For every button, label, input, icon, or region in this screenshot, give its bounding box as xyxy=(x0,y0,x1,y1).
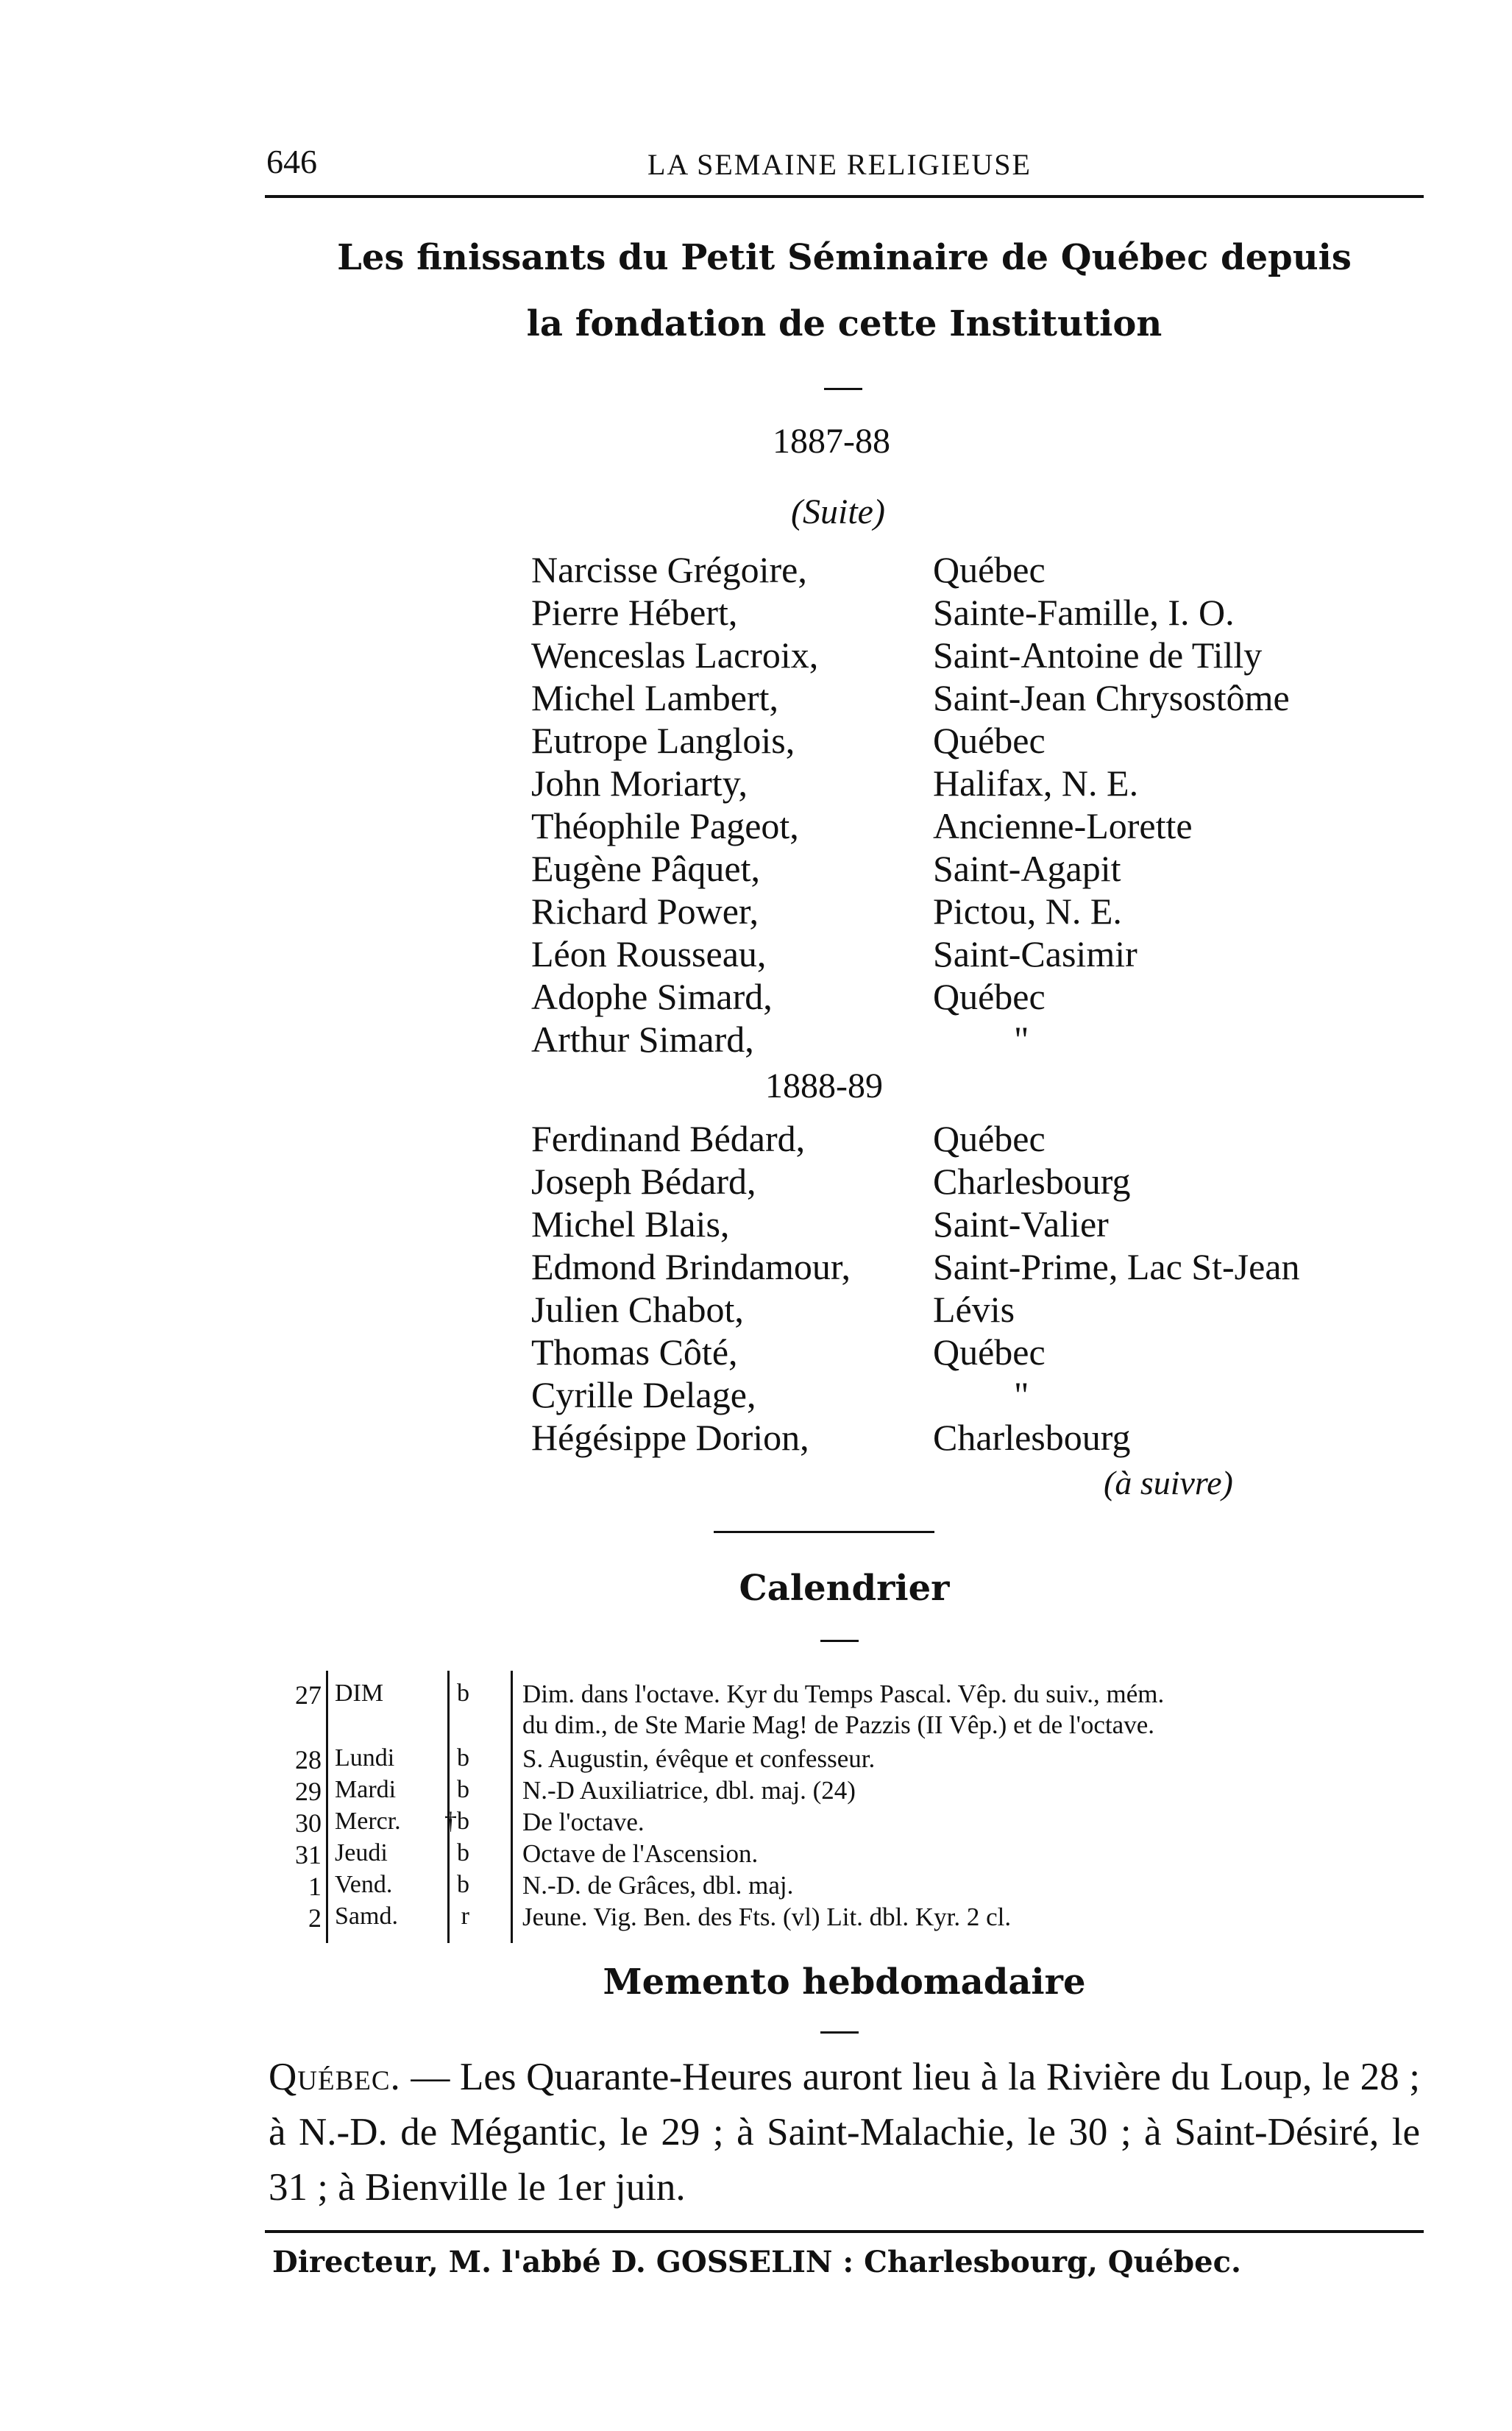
student-name: Richard Power, xyxy=(531,891,759,932)
student-place: Charlesbourg xyxy=(933,1417,1131,1458)
calendar-day: 1 xyxy=(308,1872,322,1901)
calendar-entry-line: du dim., de Ste Marie Mag! de Pazzis (II Vêp.) et de l'octave. xyxy=(522,1710,1154,1739)
article-title-line-2: la fondation de cette Institution xyxy=(526,303,1163,344)
memento-lead: Québec. xyxy=(269,2056,401,2098)
calendar-divider-3 xyxy=(511,1671,513,1943)
student-name: Ferdinand Bédard, xyxy=(531,1118,806,1159)
student-name: Arthur Simard, xyxy=(531,1019,754,1060)
calendar-color: †b xyxy=(444,1808,469,1835)
calendar-color: b xyxy=(457,1680,469,1707)
calendar-weekday: DIM xyxy=(335,1680,384,1707)
calendar-weekday: Samd. xyxy=(335,1903,398,1930)
calendar-color: r xyxy=(461,1903,469,1930)
calendar-day: 29 xyxy=(295,1777,322,1806)
student-name: Hégésippe Dorion, xyxy=(531,1417,809,1458)
student-place: Saint-Jean Chrysostôme xyxy=(933,677,1290,718)
calendar-day: 28 xyxy=(295,1745,322,1774)
memento-dash xyxy=(820,2031,859,2034)
calendar-entry-line: Dim. dans l'octave. Kyr du Temps Pascal. Vêp. du suiv., mém. xyxy=(522,1680,1165,1708)
footer: Directeur, M. l'abbé D. GOSSELIN : Charlesbourg, Québec. xyxy=(272,2245,1241,2279)
student-name: Cyrille Delage, xyxy=(531,1374,756,1415)
memento-heading: Memento hebdomadaire xyxy=(603,1961,1086,2003)
footer-rule xyxy=(265,2230,1424,2233)
student-place: " xyxy=(1014,1374,1029,1415)
calendar-entry-line: Octave de l'Ascension. xyxy=(522,1839,759,1868)
student-place: Québec xyxy=(933,549,1046,590)
continue-note: (à suivre) xyxy=(1104,1464,1233,1501)
calendar-weekday: Mercr. xyxy=(335,1808,401,1835)
student-place: Halifax, N. E. xyxy=(933,762,1139,804)
student-name: Michel Lambert, xyxy=(531,677,778,718)
student-name: Michel Blais, xyxy=(531,1203,730,1245)
student-name: Joseph Bédard, xyxy=(531,1161,756,1202)
memento-text: — Les Quarante-Heures auront lieu à la Rivière du Loup, le 28 ; à N.-D. de Mégantic, le 29 ; à Saint-Malachie, le 30 ; à Saint-Désiré, le 31 ; à Bienville le 1er juin. xyxy=(269,2056,1420,2209)
calendar-color: b xyxy=(457,1776,469,1803)
article-title-line-1: Les finissants du Petit Séminaire de Québec depuis xyxy=(337,237,1352,278)
calendar-heading: Calendrier xyxy=(739,1568,950,1609)
student-place: " xyxy=(1014,1019,1029,1060)
calendar-entry-line: Jeune. Vig. Ben. des Fts. (vl) Lit. dbl. Kyr. 2 cl. xyxy=(522,1903,1012,1931)
calendar-weekday: Vend. xyxy=(335,1871,393,1898)
student-place: Sainte-Famille, I. O. xyxy=(933,592,1235,633)
student-place: Saint-Antoine de Tilly xyxy=(933,634,1263,676)
student-name: Eutrope Langlois, xyxy=(531,720,795,761)
calendar-weekday: Jeudi xyxy=(335,1839,388,1866)
calendar-color: b xyxy=(457,1871,469,1898)
student-name: Théophile Pageot, xyxy=(531,805,799,846)
student-place: Québec xyxy=(933,1331,1046,1373)
suite-note: (Suite) xyxy=(791,492,885,531)
calendar-entry-line: N.-D. de Grâces, dbl. maj. xyxy=(522,1871,794,1900)
calendar-weekday: Lundi xyxy=(335,1744,395,1772)
student-place: Saint-Casimir xyxy=(933,933,1137,974)
calendar-entry-line: N.-D Auxiliatrice, dbl. maj. (24) xyxy=(522,1776,856,1805)
calendar-dash xyxy=(820,1640,859,1642)
student-name: John Moriarty, xyxy=(531,762,748,804)
student-place: Saint-Agapit xyxy=(933,848,1121,889)
calendar-day: 2 xyxy=(308,1903,322,1933)
student-name: Adophe Simard, xyxy=(531,976,773,1017)
student-place: Lévis xyxy=(933,1289,1015,1330)
student-place: Saint-Valier xyxy=(933,1203,1109,1245)
student-place: Québec xyxy=(933,720,1046,761)
student-place: Charlesbourg xyxy=(933,1161,1131,1202)
student-name: Narcisse Grégoire, xyxy=(531,549,807,590)
title-dash xyxy=(824,388,862,390)
student-place: Québec xyxy=(933,1118,1046,1159)
student-place: Québec xyxy=(933,976,1046,1017)
student-name: Léon Rousseau, xyxy=(531,933,767,974)
calendar-day: 27 xyxy=(295,1680,322,1710)
student-name: Eugène Pâquet, xyxy=(531,848,761,889)
student-name: Wenceslas Lacroix, xyxy=(531,634,819,676)
calendar-weekday: Mardi xyxy=(335,1776,397,1803)
student-place: Ancienne-Lorette xyxy=(933,805,1193,846)
year-heading-1887: 1887-88 xyxy=(773,422,890,461)
calendar-color: b xyxy=(457,1744,469,1772)
running-title: LA SEMAINE RELIGIEUSE xyxy=(647,148,1032,181)
memento-paragraph xyxy=(269,2050,1420,2215)
student-name: Edmond Brindamour, xyxy=(531,1246,851,1287)
calendar-entry-line: De l'octave. xyxy=(522,1808,645,1836)
page-number: 646 xyxy=(266,143,317,180)
calendar-day: 31 xyxy=(295,1840,322,1869)
student-place: Pictou, N. E. xyxy=(933,891,1122,932)
student-name: Julien Chabot, xyxy=(531,1289,744,1330)
year-heading-1888: 1888-89 xyxy=(765,1066,883,1105)
calendar-day: 30 xyxy=(295,1808,322,1838)
student-name: Thomas Côté, xyxy=(531,1331,738,1373)
student-place: Saint-Prime, Lac St-Jean xyxy=(933,1246,1300,1287)
section-rule xyxy=(714,1531,934,1533)
calendar-divider-1 xyxy=(326,1671,328,1943)
header-rule xyxy=(265,195,1424,198)
student-name: Pierre Hébert, xyxy=(531,592,738,633)
calendar-entry-line: S. Augustin, évêque et confesseur. xyxy=(522,1744,876,1773)
calendar-color: b xyxy=(457,1839,469,1866)
